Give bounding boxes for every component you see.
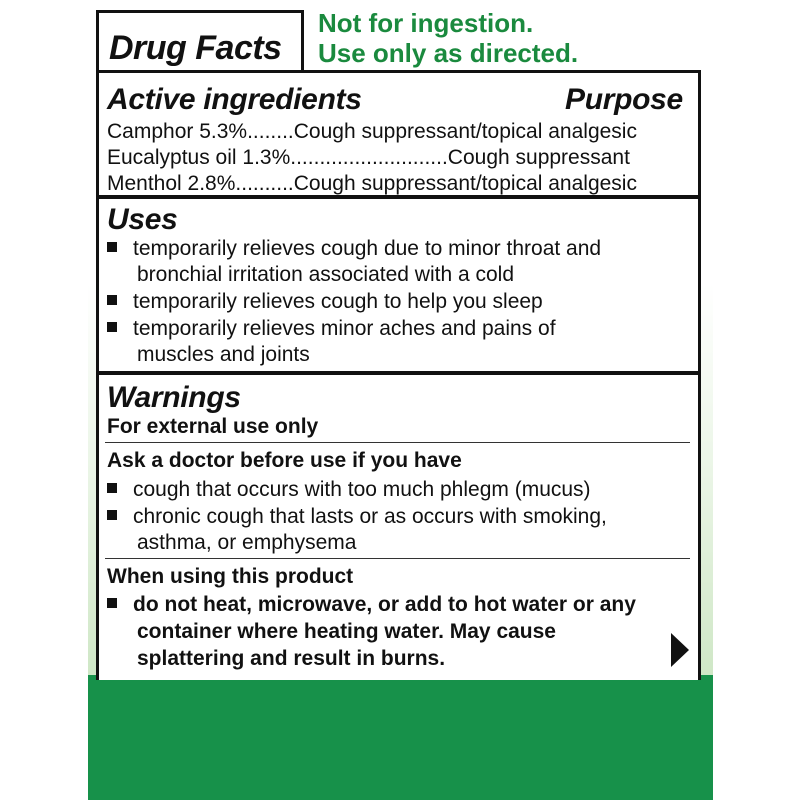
notice-line-1: Not for ingestion.: [318, 8, 534, 38]
right-triangle-arrow-icon: [671, 633, 689, 667]
list-item: cough that occurs with too much phlegm (mucus): [107, 478, 591, 502]
bullet-square-icon: [107, 322, 117, 332]
list-item-continuation: container where heating water. May cause: [137, 620, 556, 643]
ingredient-row: Camphor 5.3%........Cough suppressant/topical analgesic: [107, 120, 637, 143]
list-item-continuation: asthma, or emphysema: [137, 531, 357, 554]
list-item: temporarily relieves cough due to minor throat and: [107, 237, 601, 261]
list-item: temporarily relieves minor aches and pains of: [107, 317, 556, 341]
uses-title: Uses: [107, 203, 178, 236]
uses-section: [96, 196, 701, 374]
ingestion-notice: [318, 8, 578, 68]
active-ingredients-section: [96, 70, 701, 198]
notice-line-2: Use only as directed.: [318, 38, 579, 68]
bullet-square-icon: [107, 242, 117, 252]
warnings-section: [96, 372, 701, 680]
external-use-note: For external use only: [107, 415, 319, 438]
green-band: [88, 675, 713, 800]
list-item: chronic cough that lasts or as occurs with smoking,: [107, 505, 607, 529]
drug-facts-header: [96, 10, 304, 73]
list-item: do not heat, microwave, or add to hot water or any: [107, 593, 636, 617]
list-item-continuation: bronchial irritation associated with a cold: [137, 263, 515, 286]
bullet-square-icon: [107, 510, 117, 520]
active-ingredients-title: Active ingredients: [107, 83, 362, 116]
list-item: temporarily relieves cough to help you sleep: [107, 290, 543, 314]
page-title: Drug Facts: [109, 29, 282, 67]
ingredient-row: Eucalyptus oil 1.3%...........................Cough suppressant: [107, 146, 630, 169]
bullet-square-icon: [107, 598, 117, 608]
ask-doctor-heading: Ask a doctor before use if you have: [107, 449, 462, 472]
purpose-label: Purpose: [565, 83, 683, 116]
warnings-title: Warnings: [107, 381, 241, 414]
list-item-continuation: splattering and result in burns.: [137, 647, 446, 670]
ingredient-row: Menthol 2.8%..........Cough suppressant/topical analgesic: [107, 172, 637, 195]
divider: [105, 442, 690, 443]
when-using-heading: When using this product: [107, 565, 354, 588]
divider: [105, 558, 690, 559]
bullet-square-icon: [107, 483, 117, 493]
list-item-continuation: muscles and joints: [137, 343, 310, 366]
bullet-square-icon: [107, 295, 117, 305]
